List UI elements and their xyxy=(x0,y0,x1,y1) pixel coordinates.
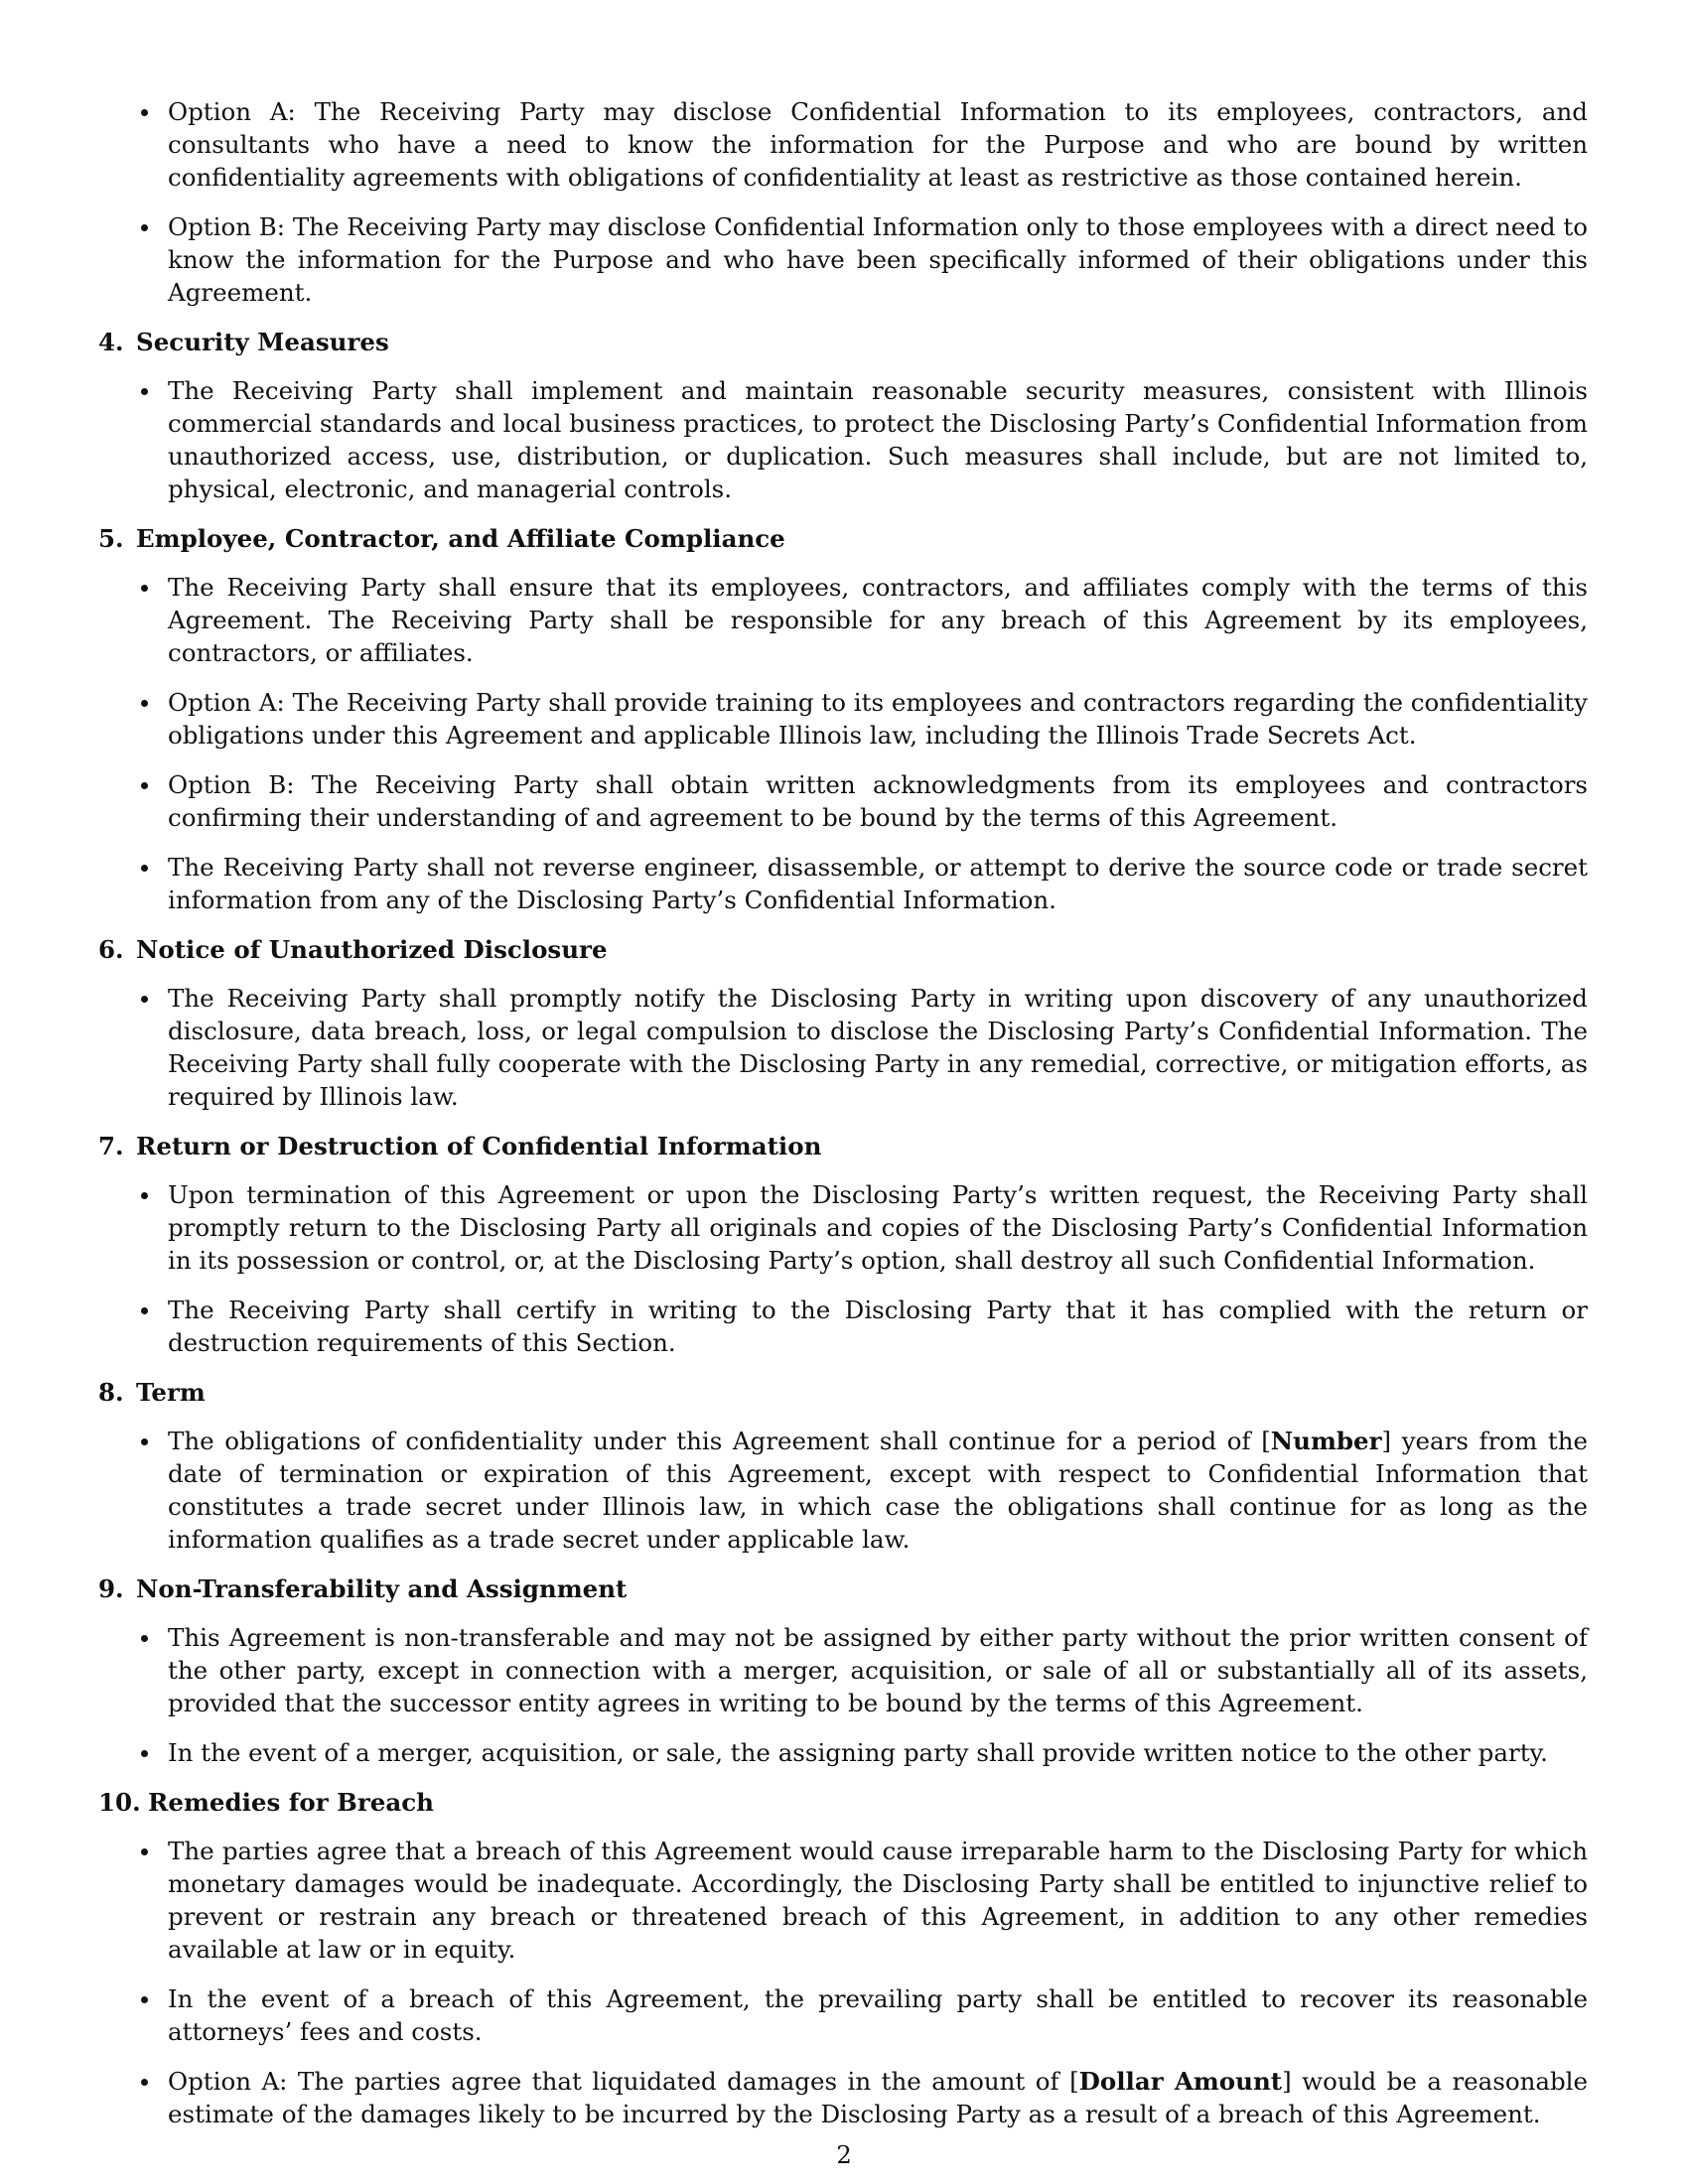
section-title: Term xyxy=(136,1378,206,1407)
list-item: The Receiving Party shall certify in writing to the Disclosing Party that it has complied with the return or destruction requirements of this Section. xyxy=(98,1294,1588,1359)
section-heading xyxy=(98,933,1588,966)
section-return-destruction xyxy=(98,1130,1588,1359)
section-bullets xyxy=(98,571,1588,916)
section-bullets xyxy=(98,1425,1588,1556)
list-item: In the event of a breach of this Agreement, the prevailing party shall be entitled to recover its reasonable attorneys’ fees and costs. xyxy=(98,1982,1588,2048)
section-title: Remedies for Breach xyxy=(148,1788,434,1817)
list-item: Option A: The Receiving Party may disclose Confidential Information to its employees, contractors, and consultants who have a need to know the information for the Purpose and who are bound by written confidentiality agreements with obligations of confidentiality at least as restrictive as those contained herein. xyxy=(98,95,1588,194)
section-title: Security Measures xyxy=(136,328,389,356)
section-heading xyxy=(98,1376,1588,1409)
section-bullets xyxy=(98,1621,1588,1769)
section-number: 6. xyxy=(98,935,124,964)
section-non-transferability xyxy=(98,1572,1588,1769)
term-text-after: ] years from the date of termination or expiration of this Agreement, except with respect to Confidential Information that constitutes a trade secret under Illinois law, in which case the obligations shall continue for as long as the information qualifies as a trade secret under applicable law. xyxy=(168,1427,1589,1554)
term-text-before: The obligations of confidentiality under this Agreement shall continue for a period of [ xyxy=(168,1427,1271,1455)
list-item: This Agreement is non-transferable and may not be assigned by either party without the prior written consent of the other party, except in connection with a merger, acquisition, or sale of all or substantially all of its assets, provided that the successor entity agrees in writing to be bound by the terms of this Agreement. xyxy=(98,1621,1588,1719)
list-item: The Receiving Party shall ensure that its employees, contractors, and affiliates comply with the terms of this Agreement. The Receiving Party shall be responsible for any breach of this Agreement by its employees, contractors, or affiliates. xyxy=(98,571,1588,669)
damages-text-after: ] would be a reasonable estimate of the damages likely to be incurred by the Disclosing Party as a result of a breach of this Agreement. xyxy=(168,2067,1588,2128)
continued-bullets xyxy=(98,95,1588,309)
section-number: 4. xyxy=(98,328,124,356)
section-bullets xyxy=(98,1835,1588,2130)
list-item: The Receiving Party shall implement and maintain reasonable security measures, consistent with Illinois commercial standards and local business practices, to protect the Disclosing Party’s Confidential Information from unauthorized access, use, distribution, or duplication. Such measures shall include, but are not limited to, physical, electronic, and managerial controls. xyxy=(98,374,1588,505)
section-number: 10. xyxy=(98,1788,141,1817)
section-heading xyxy=(98,522,1588,555)
section-number: 5. xyxy=(98,524,124,553)
page-number: 2 xyxy=(836,2140,852,2169)
section-title: Employee, Contractor, and Affiliate Compliance xyxy=(136,524,785,553)
list-item: In the event of a merger, acquisition, or sale, the assigning party shall provide written notice to the other party. xyxy=(98,1736,1588,1769)
term-placeholder: Number xyxy=(1270,1427,1382,1455)
section-heading xyxy=(98,1786,1588,1819)
list-item: Option B: The Receiving Party shall obtain written acknowledgments from its employees and contractors confirming their understanding of and agreement to be bound by the terms of this Agreement. xyxy=(98,768,1588,834)
list-item: Option B: The Receiving Party may disclose Confidential Information only to those employees with a direct need to know the information for the Purpose and who have been specifically informed of their obligations under this Agreement. xyxy=(98,210,1588,309)
section-number: 7. xyxy=(98,1132,124,1160)
section-heading xyxy=(98,326,1588,358)
section-number: 8. xyxy=(98,1378,124,1407)
section-bullets xyxy=(98,1178,1588,1359)
section-security-measures xyxy=(98,326,1588,505)
section-heading xyxy=(98,1130,1588,1162)
section-title: Return or Destruction of Confidential Information xyxy=(136,1132,822,1160)
section-bullets xyxy=(98,374,1588,505)
section-employee-compliance xyxy=(98,522,1588,916)
list-item: The Receiving Party shall not reverse engineer, disassemble, or attempt to derive the source code or trade secret information from any of the Disclosing Party’s Confidential Information. xyxy=(98,851,1588,916)
section-remedies-breach xyxy=(98,1786,1588,2130)
list-item xyxy=(98,2065,1588,2130)
section-number: 9. xyxy=(98,1574,124,1603)
damages-placeholder: Dollar Amount xyxy=(1078,2067,1283,2096)
list-item: Option A: The Receiving Party shall provide training to its employees and contractors regarding the confidentiality obligations under this Agreement and applicable Illinois law, including the Illinois Trade Secrets Act. xyxy=(98,686,1588,751)
section-title: Notice of Unauthorized Disclosure xyxy=(136,935,608,964)
section-heading xyxy=(98,1572,1588,1605)
section-bullets xyxy=(98,982,1588,1113)
damages-text-before: Option A: The parties agree that liquidated damages in the amount of [ xyxy=(168,2067,1079,2096)
document-page xyxy=(98,95,1588,2147)
list-item: The parties agree that a breach of this Agreement would cause irreparable harm to the Disclosing Party for which monetary damages would be inadequate. Accordingly, the Disclosing Party shall be entitled to injunctive relief to prevent or restrain any breach or threatened breach of this Agreement, in addition to any other remedies available at law or in equity. xyxy=(98,1835,1588,1966)
list-item: The Receiving Party shall promptly notify the Disclosing Party in writing upon discovery of any unauthorized disclosure, data breach, loss, or legal compulsion to disclose the Disclosing Party’s Confidential Information. The Receiving Party shall fully cooperate with the Disclosing Party in any remedial, corrective, or mitigation efforts, as required by Illinois law. xyxy=(98,982,1588,1113)
list-item: Upon termination of this Agreement or upon the Disclosing Party’s written request, the Receiving Party shall promptly return to the Disclosing Party all originals and copies of the Disclosing Party’s Confidential Information in its possession or control, or, at the Disclosing Party’s option, shall destroy all such Confidential Information. xyxy=(98,1178,1588,1277)
section-title: Non-Transferability and Assignment xyxy=(136,1574,628,1603)
section-notice-unauthorized-disclosure xyxy=(98,933,1588,1113)
section-term xyxy=(98,1376,1588,1556)
list-item xyxy=(98,1425,1588,1556)
